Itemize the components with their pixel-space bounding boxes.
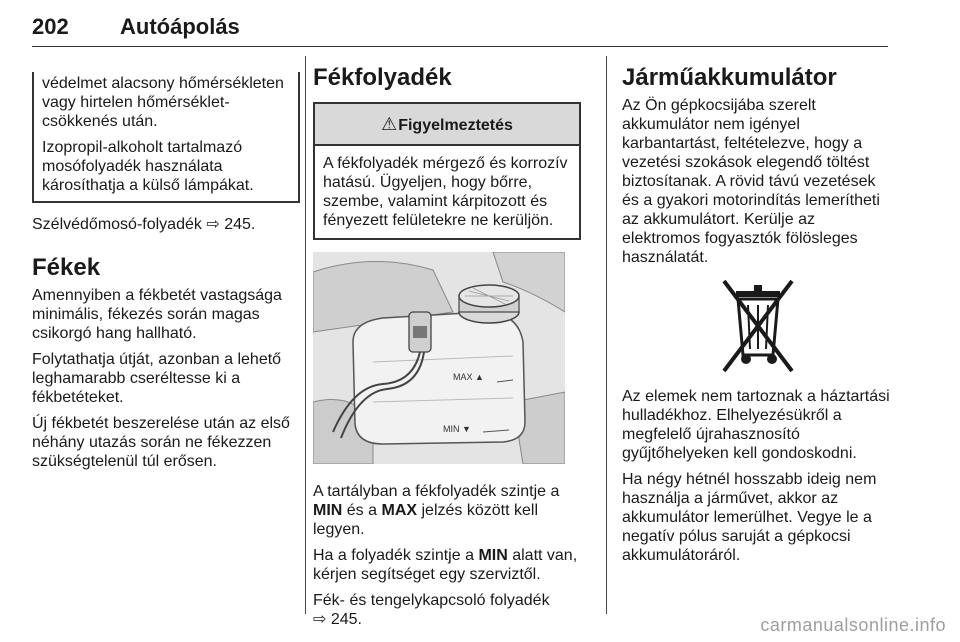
- page-header: [32, 8, 888, 48]
- warning-box: [313, 102, 581, 240]
- reference-page: 245.: [224, 216, 256, 233]
- brakes-paragraph-1: Amennyiben a fékbetét vastagsága minimális, fékezés során magas csikorgó hang hallható.: [32, 287, 282, 342]
- column-middle: [313, 52, 581, 636]
- battery-paragraph-2: Az elemek nem tartoznak a háztartási hulladékhoz. Elhelyezésükről a megfelelő újrahasznosító gyűjtőhelyeken kell gondoskodni.: [622, 388, 890, 462]
- section-heading-brakes: Fékek: [32, 254, 101, 281]
- continued-warning-box: [32, 72, 300, 203]
- header-divider: [32, 46, 888, 47]
- column-right: [622, 52, 894, 572]
- level-paragraph-2: Ha a folyadék szintje a MIN alatt van, kérjen segítséget egy szerviztől.: [313, 547, 578, 583]
- warning-header: [315, 104, 579, 146]
- brake-fluid-reservoir-figure: [313, 252, 565, 464]
- section-heading-battery: Járműakkumulátor: [622, 64, 837, 91]
- column-left: [32, 52, 300, 478]
- reference-arrow-icon: ⇨: [313, 611, 327, 628]
- reference-page: 245.: [330, 611, 362, 628]
- box-paragraph-1: védelmet alacsony hőmérsékleten vagy hirtelen hőmérséklet-csökkenés után.: [42, 75, 284, 130]
- column-divider-2: [606, 56, 607, 614]
- battery-paragraph-1: Az Ön gépkocsijába szerelt akkumulátor nem igényel karbantartást, feltételezve, hogy a vezetési szokások elegendő töltést biztosítanak. A rövid távú vezetések és a gyakori motorindítás lemerítheti az akkumulátort. Kerülje az elektromos fogyasztók fölösleges használatát.: [622, 97, 880, 266]
- min-level-label: MIN ▼: [443, 424, 471, 434]
- brakes-paragraph-2: Folytathatja útját, azonban a lehető leghamarabb cseréltesse ki a fékbetéteket.: [32, 351, 282, 406]
- page-number: 202: [32, 14, 69, 39]
- section-heading-brake-fluid: Fékfolyadék: [313, 64, 452, 91]
- warning-title: Figyelmeztetés: [398, 117, 513, 134]
- chapter-title: Autóápolás: [120, 14, 240, 39]
- watermark: carmanualsonline.info: [760, 615, 946, 635]
- level-paragraph-1: A tartályban a fékfolyadék szintje a MIN és a MAX jelzés között kell legyen.: [313, 483, 560, 538]
- warning-triangle-icon: ⚠: [381, 114, 398, 134]
- brakes-paragraph-3: Új fékbetét beszerelése után az első néhány utazás során ne fékezzen szükségtelenül túl erősen.: [32, 415, 290, 470]
- box-paragraph-2: Izopropil-alkoholt tartalmazó mosófolyadék használata károsíthatja a külső lámpákat.: [42, 139, 254, 194]
- warning-body: A fékfolyadék mérgező és korrozív hatású. Ügyeljen, hogy bőrre, szembe, valamint kárpitozott és fényezett felületekre ne kerüljön.: [323, 155, 568, 229]
- reference-text: Fék- és tengelykapcsoló folyadék: [313, 592, 550, 609]
- crossed-out-bin-icon: [710, 275, 806, 377]
- reference-text: Szélvédőmosó-folyadék: [32, 216, 202, 233]
- battery-paragraph-3: Ha négy hétnél hosszabb ideig nem használja a járművet, akkor az akkumulátor lemerülhet. Vegye le a negatív pólus saruját a gépkocsi akkumulátoráról.: [622, 471, 877, 564]
- cross-reference[interactable]: [32, 215, 300, 234]
- cross-reference-fluid[interactable]: [313, 591, 581, 629]
- column-divider-1: [305, 56, 306, 614]
- max-level-label: MAX ▲: [453, 372, 484, 382]
- reference-arrow-icon: ⇨: [206, 216, 220, 233]
